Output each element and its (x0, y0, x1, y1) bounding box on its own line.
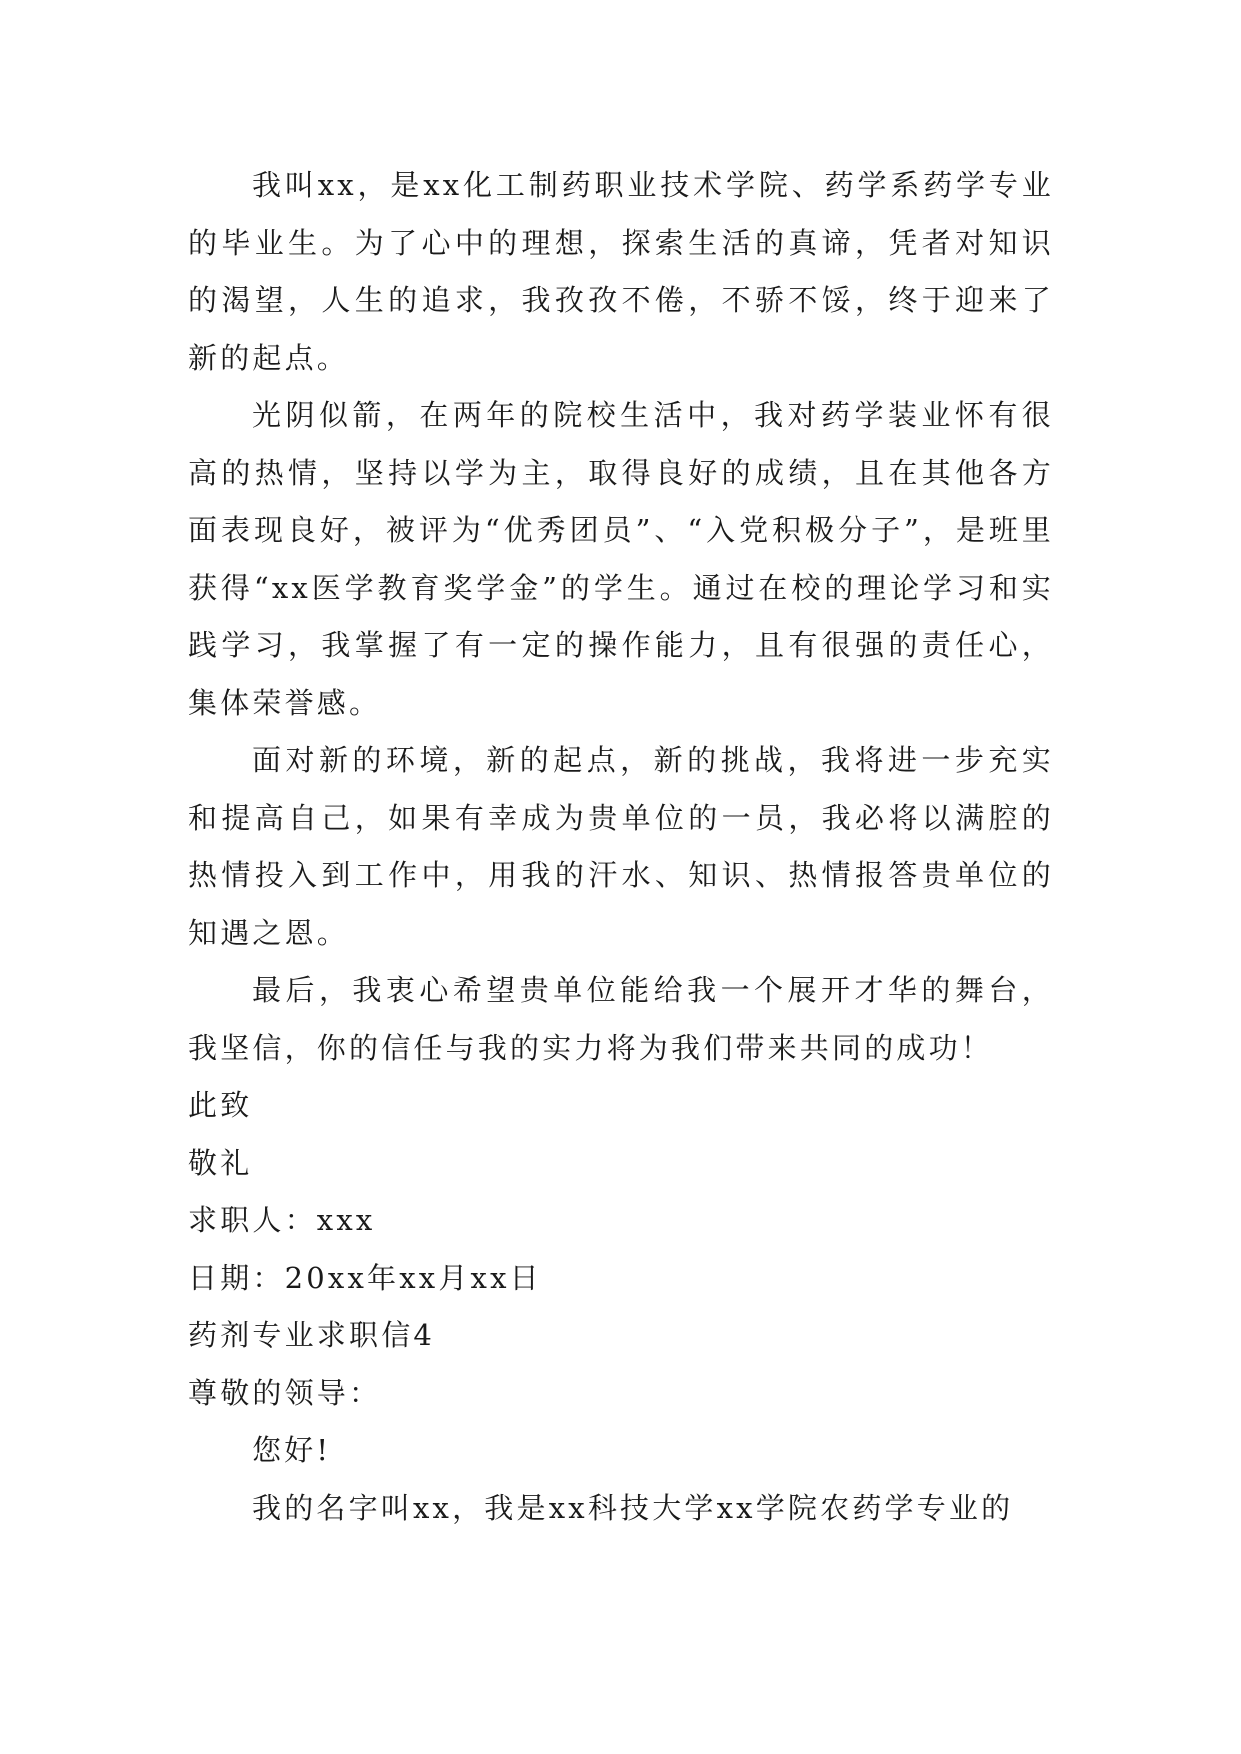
document-page (188, 157, 1054, 1537)
closing-line-2: 敬礼 (188, 1145, 253, 1180)
letter-paragraph-2: 光阴似箭，在两年的院校生活中，我对药学装业怀有很高的热情，坚持以学为主，取得良好的成绩，且在其他各方面表现良好，被评为“优秀团员”、“入党积极分子”，是班里获得“xx医学教育奖学金”的学生。通过在校的理论学习和实践学习，我掌握了有一定的操作能力，且有很强的责任心，集体荣誉感。 (188, 398, 1054, 720)
letter-paragraph-1: 我叫xx，是xx化工制药职业技术学院、药学系药学专业的毕业生。为了心中的理想，探索生活的真谛，凭者对知识的渴望，人生的追求，我孜孜不倦，不骄不馁，终于迎来了新的起点。 (188, 168, 1054, 375)
next-letter-paragraph-1: 我的名字叫xx，我是xx科技大学xx学院农药学专业的 (252, 1490, 1014, 1525)
salutation: 尊敬的领导： (188, 1375, 382, 1410)
greeting: 您好! (252, 1433, 332, 1467)
letter-paragraph-3: 面对新的环境，新的起点，新的挑战，我将进一步充实和提高自己，如果有幸成为贵单位的一员，我必将以满腔的热情投入到工作中，用我的汗水、知识、热情报答贵单位的知遇之恩。 (188, 743, 1054, 950)
closing-line-1: 此致 (188, 1088, 253, 1122)
letter-date: 日期：20xx年xx月xx日 (188, 1260, 542, 1295)
applicant-signature: 求职人：xxx (188, 1203, 376, 1237)
letter-paragraph-4: 最后，我衷心希望贵单位能给我一个展开才华的舞台，我坚信，你的信任与我的实力将为我们带来共同的成功！ (188, 973, 1054, 1065)
section-title: 药剂专业求职信4 (188, 1318, 436, 1352)
